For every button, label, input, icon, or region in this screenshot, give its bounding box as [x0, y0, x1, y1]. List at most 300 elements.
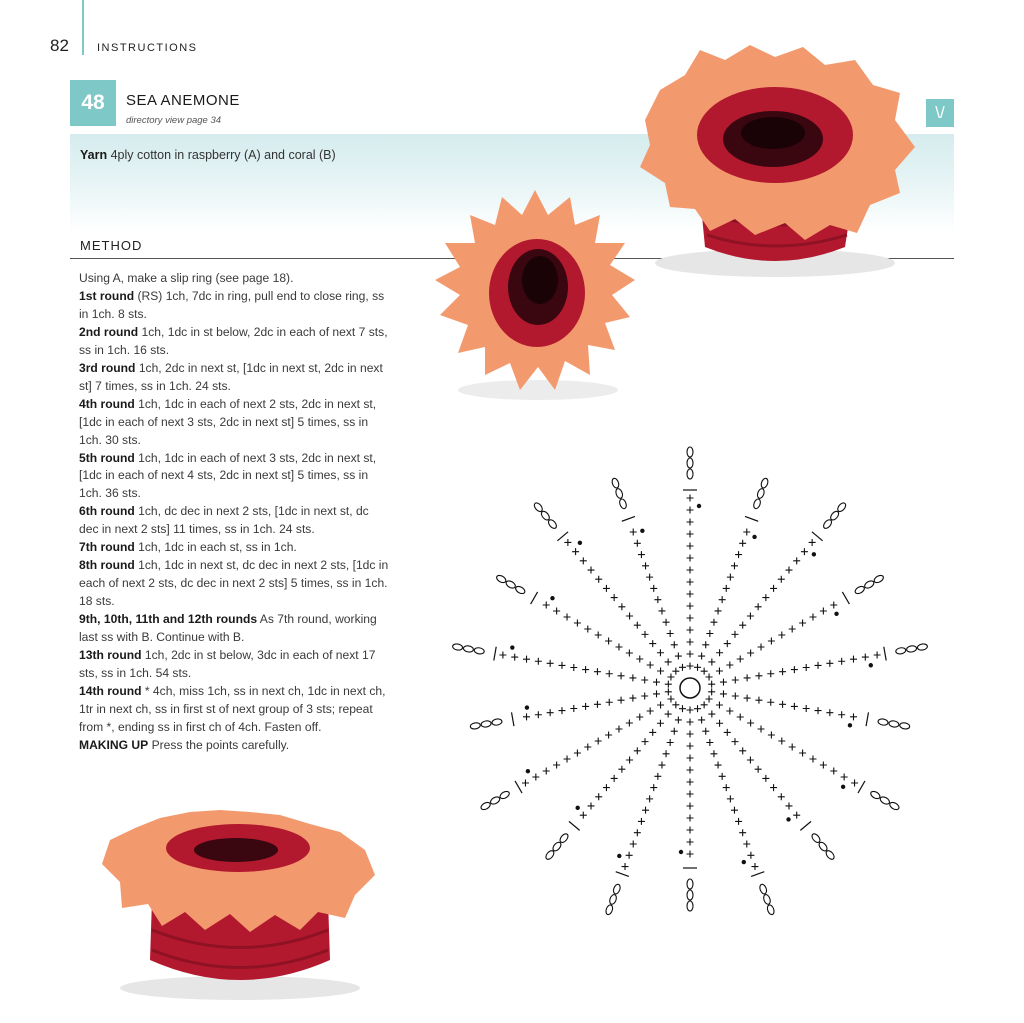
chain-stitch-symbol [917, 643, 928, 651]
round-text: 1ch, 2dc in next st, [1dc in next st, 2dc in next st] 7 times, ss in 1ch. 24 sts. [79, 360, 383, 393]
dc-stitch-symbol [665, 688, 672, 695]
dc-stitch-symbol [687, 603, 694, 610]
dc-stitch-symbol [755, 603, 762, 610]
round-text: 1ch, 1dc in each of next 3 sts, 2dc in next st, [1dc in each of next 4 sts, 2dc in next st] 5 times, ss in 1ch. 36 sts. [79, 450, 377, 501]
dc-stitch-symbol [574, 620, 581, 627]
dc-stitch-symbol [574, 750, 581, 757]
chain-stitch-symbol [495, 574, 507, 584]
dc-stitch-symbol [622, 863, 629, 870]
chain-stitch-symbol [687, 458, 693, 468]
dc-stitch-symbol [642, 562, 649, 569]
dc-stitch-symbol [654, 596, 661, 603]
anemone-photo-angled [625, 35, 925, 280]
tr-stitch-symbol [751, 872, 764, 877]
dc-stitch-symbol [535, 658, 542, 665]
dc-stitch-symbol [793, 812, 800, 819]
round-9-12 [79, 611, 391, 647]
dc-stitch-symbol [739, 747, 746, 754]
dc-stitch-symbol [638, 818, 645, 825]
dc-stitch-symbol [650, 585, 657, 592]
dc-stitch-symbol [747, 612, 754, 619]
dc-stitch-symbol [687, 767, 694, 774]
chain-stitch-symbol [888, 720, 899, 728]
dc-stitch-symbol [739, 622, 746, 629]
chain-stitch-symbol [492, 718, 503, 726]
dc-stitch-symbol [785, 802, 792, 809]
dc-stitch-symbol [838, 658, 845, 665]
tr-stitch-symbol [515, 781, 522, 793]
dc-stitch-symbol [663, 750, 670, 757]
yarn-label: Yarn [80, 148, 108, 162]
dc-stitch-symbol [658, 607, 665, 614]
dc-stitch-symbol [687, 579, 694, 586]
page-number: 82 [50, 36, 69, 55]
dc-stitch-symbol [672, 701, 679, 708]
dc-stitch-symbol [523, 656, 530, 663]
slip-stitch-symbol [550, 596, 554, 600]
dc-stitch-symbol [701, 701, 708, 708]
dc-stitch-symbol [687, 815, 694, 822]
dc-stitch-symbol [667, 630, 674, 637]
slip-stitch-symbol [834, 612, 838, 616]
round-text: 1ch, 2dc in st below, 3dc in each of next 17 sts, ss in 1ch. 54 sts. [79, 648, 376, 680]
chain-stitch-symbol [854, 585, 866, 595]
yarn-line [80, 148, 336, 162]
making-up-label: MAKING UP [79, 737, 149, 752]
dc-stitch-symbol [611, 775, 618, 782]
dc-stitch-symbol [724, 640, 731, 647]
dc-stitch-symbol [629, 695, 636, 702]
round-4 [79, 396, 391, 450]
making-up [79, 737, 391, 755]
slip-stitch-symbol [679, 850, 683, 854]
dc-stitch-symbol [720, 679, 727, 686]
dc-stitch-symbol [595, 738, 602, 745]
tr-stitch-symbol [622, 516, 635, 521]
dc-stitch-symbol [687, 755, 694, 762]
dc-stitch-symbol [630, 840, 637, 847]
chain-stitch-symbol [481, 720, 492, 728]
dc-stitch-symbol [634, 622, 641, 629]
dc-stitch-symbol [694, 664, 701, 671]
dc-stitch-symbol [716, 720, 723, 727]
round-label: 14th round [79, 683, 142, 698]
dc-stitch-symbol [543, 602, 550, 609]
dc-stitch-symbol [667, 739, 674, 746]
dc-stitch-symbol [606, 670, 613, 677]
dc-stitch-symbol [626, 720, 633, 727]
dc-stitch-symbol [799, 750, 806, 757]
chain-stitch-symbol [766, 904, 775, 915]
dc-stitch-symbol [791, 703, 798, 710]
dc-stitch-symbol [654, 773, 661, 780]
dc-stitch-symbol [650, 784, 657, 791]
dc-stitch-symbol [767, 670, 774, 677]
dc-stitch-symbol [626, 650, 633, 657]
slip-stitch-symbol [510, 645, 514, 649]
dc-stitch-symbol [626, 852, 633, 859]
dc-stitch-symbol [618, 672, 625, 679]
slip-stitch-symbol [578, 541, 582, 545]
dc-stitch-symbol [809, 756, 816, 763]
dc-stitch-symbol [830, 768, 837, 775]
dc-stitch-symbol [646, 574, 653, 581]
dc-stitch-symbol [558, 662, 565, 669]
round-14 [79, 683, 391, 737]
dc-stitch-symbol [820, 762, 827, 769]
dc-stitch-symbol [564, 756, 571, 763]
dc-stitch-symbol [588, 567, 595, 574]
dc-stitch-symbol [698, 653, 705, 660]
dc-stitch-symbol [789, 744, 796, 751]
dc-stitch-symbol [522, 780, 529, 787]
chain-stitch-symbol [609, 894, 618, 905]
round-8 [79, 557, 391, 611]
dc-stitch-symbol [687, 707, 694, 714]
slip-stitch-symbol [525, 705, 529, 709]
chain-stitch-symbol [687, 879, 693, 889]
dc-stitch-symbol [665, 711, 672, 718]
dc-stitch-symbol [564, 614, 571, 621]
tr-stitch-symbol [557, 532, 568, 541]
dc-stitch-symbol [687, 827, 694, 834]
dc-stitch-symbol [809, 614, 816, 621]
dc-stitch-symbol [687, 791, 694, 798]
dc-stitch-symbol [724, 729, 731, 736]
dc-stitch-symbol [642, 807, 649, 814]
chain-stitch-symbol [615, 488, 624, 499]
dc-stitch-symbol [826, 660, 833, 667]
dc-stitch-symbol [767, 699, 774, 706]
dc-stitch-symbol [755, 672, 762, 679]
dc-stitch-symbol [793, 557, 800, 564]
slip-stitch-symbol [640, 529, 644, 533]
dc-stitch-symbol [653, 690, 660, 697]
dc-stitch-symbol [732, 692, 739, 699]
dc-stitch-symbol [716, 649, 723, 656]
round-label: 5th round [79, 450, 135, 465]
dc-stitch-symbol [611, 594, 618, 601]
dc-stitch-symbol [768, 732, 775, 739]
slip-stitch-symbol [742, 860, 746, 864]
tr-stitch-symbol [842, 592, 849, 604]
dc-stitch-symbol [687, 507, 694, 514]
slip-stitch-symbol [697, 504, 701, 508]
dc-stitch-symbol [719, 596, 726, 603]
dc-stitch-symbol [726, 662, 733, 669]
dc-stitch-symbol [672, 668, 679, 675]
dc-stitch-symbol [595, 632, 602, 639]
dc-stitch-symbol [687, 743, 694, 750]
dc-stitch-symbol [706, 696, 713, 703]
chain-stitch-symbol [756, 488, 765, 499]
dc-stitch-symbol [747, 720, 754, 727]
round-label: 1st round [79, 288, 135, 303]
dc-stitch-symbol [630, 529, 637, 536]
dc-stitch-symbol [572, 548, 579, 555]
dc-stitch-symbol [626, 757, 633, 764]
dc-stitch-symbol [727, 574, 734, 581]
dc-stitch-symbol [638, 551, 645, 558]
dc-stitch-symbol [735, 551, 742, 558]
dc-stitch-symbol [815, 707, 822, 714]
dc-stitch-symbol [687, 639, 694, 646]
round-label: 4th round [79, 396, 135, 411]
tr-stitch-symbol [800, 821, 811, 830]
chain-stitch-symbol [611, 477, 620, 488]
dc-stitch-symbol [723, 585, 730, 592]
dc-stitch-symbol [801, 548, 808, 555]
page-header-rule [82, 0, 84, 55]
round-text: 1ch, dc dec in next 2 sts, [1dc in next st, dc dec in next 2 sts] 11 times, ss in 1ch. 24 sts. [79, 504, 369, 537]
dc-stitch-symbol [687, 615, 694, 622]
chain-stitch-symbol [505, 579, 517, 589]
chain-stitch-symbol [687, 890, 693, 900]
dc-stitch-symbol [698, 716, 705, 723]
chain-stitch-symbol [470, 722, 481, 730]
dc-stitch-symbol [758, 726, 765, 733]
slip-stitch-symbol [575, 806, 579, 810]
round-7 [79, 539, 391, 557]
dc-stitch-symbol [747, 757, 754, 764]
pattern-number-badge: 48 [70, 80, 116, 126]
dc-stitch-symbol [687, 495, 694, 502]
dc-stitch-symbol [710, 750, 717, 757]
dc-stitch-symbol [665, 681, 672, 688]
chain-stitch-symbol [612, 883, 621, 894]
anemone-photo-side [90, 800, 390, 1005]
dc-stitch-symbol [694, 705, 701, 712]
tr-stitch-symbol [531, 592, 538, 604]
dc-stitch-symbol [702, 728, 709, 735]
dc-stitch-symbol [553, 608, 560, 615]
dc-stitch-symbol [687, 651, 694, 658]
dc-stitch-symbol [564, 539, 571, 546]
crochet-chart-diagram [400, 400, 990, 980]
round-label: 8th round [79, 558, 135, 573]
dc-stitch-symbol [778, 576, 785, 583]
slip-stitch-symbol [786, 817, 790, 821]
round-1 [79, 288, 391, 324]
dc-stitch-symbol [687, 719, 694, 726]
dc-stitch-symbol [755, 766, 762, 773]
dc-stitch-symbol [594, 701, 601, 708]
dc-stitch-symbol [641, 677, 648, 684]
dc-stitch-symbol [584, 626, 591, 633]
dc-stitch-symbol [715, 762, 722, 769]
dc-stitch-symbol [646, 795, 653, 802]
chain-stitch-symbol [863, 579, 875, 589]
dc-stitch-symbol [715, 607, 722, 614]
dc-stitch-symbol [737, 656, 744, 663]
dc-stitch-symbol [778, 738, 785, 745]
dc-stitch-symbol [708, 688, 715, 695]
dc-stitch-symbol [595, 576, 602, 583]
chain-stitch-symbol [878, 718, 889, 726]
dc-stitch-symbol [706, 739, 713, 746]
dc-stitch-symbol [708, 711, 715, 718]
round-label: 13th round [79, 648, 142, 663]
dc-stitch-symbol [603, 585, 610, 592]
dc-stitch-symbol [789, 626, 796, 633]
dc-stitch-symbol [838, 711, 845, 718]
dc-stitch-symbol [647, 708, 654, 715]
dc-stitch-symbol [687, 531, 694, 538]
dc-stitch-symbol [747, 852, 754, 859]
chain-stitch-symbol [753, 498, 762, 509]
dc-stitch-symbol [570, 664, 577, 671]
dc-stitch-symbol [778, 632, 785, 639]
dc-stitch-symbol [744, 674, 751, 681]
chain-stitch-symbol [514, 585, 526, 595]
dc-stitch-symbol [606, 699, 613, 706]
round-text: 1ch, 1dc in each of next 2 sts, 2dc in next st, [1dc in each of next 3 sts, 2dc in next st] 5 times, ss in 1ch. 30 sts. [79, 396, 377, 447]
dc-stitch-symbol [615, 726, 622, 733]
dc-stitch-symbol [657, 668, 664, 675]
tr-stitch-symbol [858, 781, 865, 793]
dc-stitch-symbol [634, 540, 641, 547]
dc-stitch-symbol [762, 775, 769, 782]
chart-slip-ring-symbol [680, 678, 700, 698]
dc-stitch-symbol [657, 720, 664, 727]
tr-stitch-symbol [866, 712, 868, 726]
dc-stitch-symbol [815, 662, 822, 669]
chain-stitch-symbol [480, 801, 492, 811]
chain-stitch-symbol [499, 790, 511, 800]
chain-stitch-symbol [759, 883, 768, 894]
dc-stitch-symbol [770, 585, 777, 592]
dc-stitch-symbol [634, 829, 641, 836]
round-3 [79, 360, 391, 396]
tr-stitch-symbol [494, 647, 496, 661]
round-text: * 4ch, miss 1ch, ss in next ch, 1dc in next ch, 1tr in next ch, ss in first st of next group of 3 sts; repeat from *, ending ss in first ch of 4ch. Fasten off. [79, 683, 386, 734]
chain-stitch-symbol [906, 645, 917, 653]
round-13 [79, 647, 391, 683]
dc-stitch-symbol [679, 705, 686, 712]
dc-stitch-symbol [687, 779, 694, 786]
dc-stitch-symbol [755, 697, 762, 704]
slip-stitch-symbol [848, 723, 852, 727]
method-heading: METHOD [80, 238, 143, 253]
dc-stitch-symbol [706, 674, 713, 681]
dc-stitch-symbol [720, 690, 727, 697]
dc-stitch-symbol [751, 863, 758, 870]
making-up-text: Press the points carefully. [151, 737, 290, 752]
dc-stitch-symbol [779, 668, 786, 675]
dc-stitch-symbol [735, 818, 742, 825]
dc-stitch-symbol [603, 784, 610, 791]
tr-stitch-symbol [569, 821, 580, 830]
chain-stitch-symbol [687, 469, 693, 479]
dc-stitch-symbol [803, 705, 810, 712]
dc-stitch-symbol [727, 795, 734, 802]
dc-stitch-symbol [778, 793, 785, 800]
slip-stitch-symbol [617, 854, 621, 858]
dc-stitch-symbol [679, 664, 686, 671]
dc-stitch-symbol [731, 631, 738, 638]
dc-stitch-symbol [580, 557, 587, 564]
dc-stitch-symbol [675, 653, 682, 660]
dc-stitch-symbol [687, 555, 694, 562]
round-text: 1ch, 1dc in each st, ss in 1ch. [138, 540, 297, 555]
dc-stitch-symbol [642, 738, 649, 745]
chain-stitch-symbol [879, 795, 891, 805]
dc-stitch-symbol [532, 774, 539, 781]
tr-stitch-symbol [616, 872, 629, 877]
dc-stitch-symbol [594, 668, 601, 675]
dc-stitch-symbol [779, 701, 786, 708]
dc-stitch-symbol [687, 851, 694, 858]
dc-stitch-symbol [588, 802, 595, 809]
dc-stitch-symbol [820, 608, 827, 615]
dc-stitch-symbol [626, 612, 633, 619]
dc-stitch-symbol [731, 807, 738, 814]
dc-stitch-symbol [826, 709, 833, 716]
anemone-photo-top [430, 185, 640, 410]
dc-stitch-symbol [636, 714, 643, 721]
dc-stitch-symbol [570, 705, 577, 712]
dc-stitch-symbol [770, 784, 777, 791]
dc-stitch-symbol [499, 652, 506, 659]
dc-stitch-symbol [731, 562, 738, 569]
dc-stitch-symbol [874, 652, 881, 659]
publisher-logo-icon: \/ [926, 99, 954, 127]
dc-stitch-symbol [649, 640, 656, 647]
dc-stitch-symbol [687, 627, 694, 634]
dc-stitch-symbol [687, 543, 694, 550]
slip-stitch-symbol [869, 663, 873, 667]
dc-stitch-symbol [744, 695, 751, 702]
method-instructions [79, 270, 391, 755]
round-2 [79, 324, 391, 360]
dc-stitch-symbol [535, 711, 542, 718]
dc-stitch-symbol [658, 762, 665, 769]
chain-stitch-symbol [489, 795, 501, 805]
chain-stitch-symbol [873, 574, 885, 584]
round-label: 9th, 10th, 11th and 12th rounds [79, 612, 258, 627]
dc-stitch-symbol [615, 644, 622, 651]
dc-stitch-symbol [543, 768, 550, 775]
dc-stitch-symbol [618, 603, 625, 610]
dc-stitch-symbol [618, 766, 625, 773]
chain-stitch-symbol [452, 643, 463, 651]
dc-stitch-symbol [653, 679, 660, 686]
pattern-title: SEA ANEMONE [126, 92, 240, 109]
round-text: 1ch, 1dc in st below, 2dc in each of next 7 sts, ss in 1ch. 16 sts. [79, 324, 388, 357]
slip-stitch-symbol [526, 769, 530, 773]
dc-stitch-symbol [768, 638, 775, 645]
round-label: 7th round [79, 540, 135, 555]
dc-stitch-symbol [785, 567, 792, 574]
dc-stitch-symbol [739, 540, 746, 547]
dc-stitch-symbol [511, 654, 518, 661]
dc-stitch-symbol [687, 567, 694, 574]
dc-stitch-symbol [841, 774, 848, 781]
dc-stitch-symbol [665, 658, 672, 665]
dc-stitch-symbol [523, 713, 530, 720]
dc-stitch-symbol [743, 840, 750, 847]
chain-stitch-symbol [889, 801, 901, 811]
dc-stitch-symbol [671, 641, 678, 648]
slip-stitch-symbol [812, 552, 816, 556]
dc-stitch-symbol [547, 660, 554, 667]
dc-stitch-symbol [663, 619, 670, 626]
dc-stitch-symbol [687, 839, 694, 846]
dc-stitch-symbol [667, 674, 674, 681]
dc-stitch-symbol [850, 656, 857, 663]
chain-stitch-symbol [687, 447, 693, 457]
chain-stitch-symbol [869, 790, 881, 800]
